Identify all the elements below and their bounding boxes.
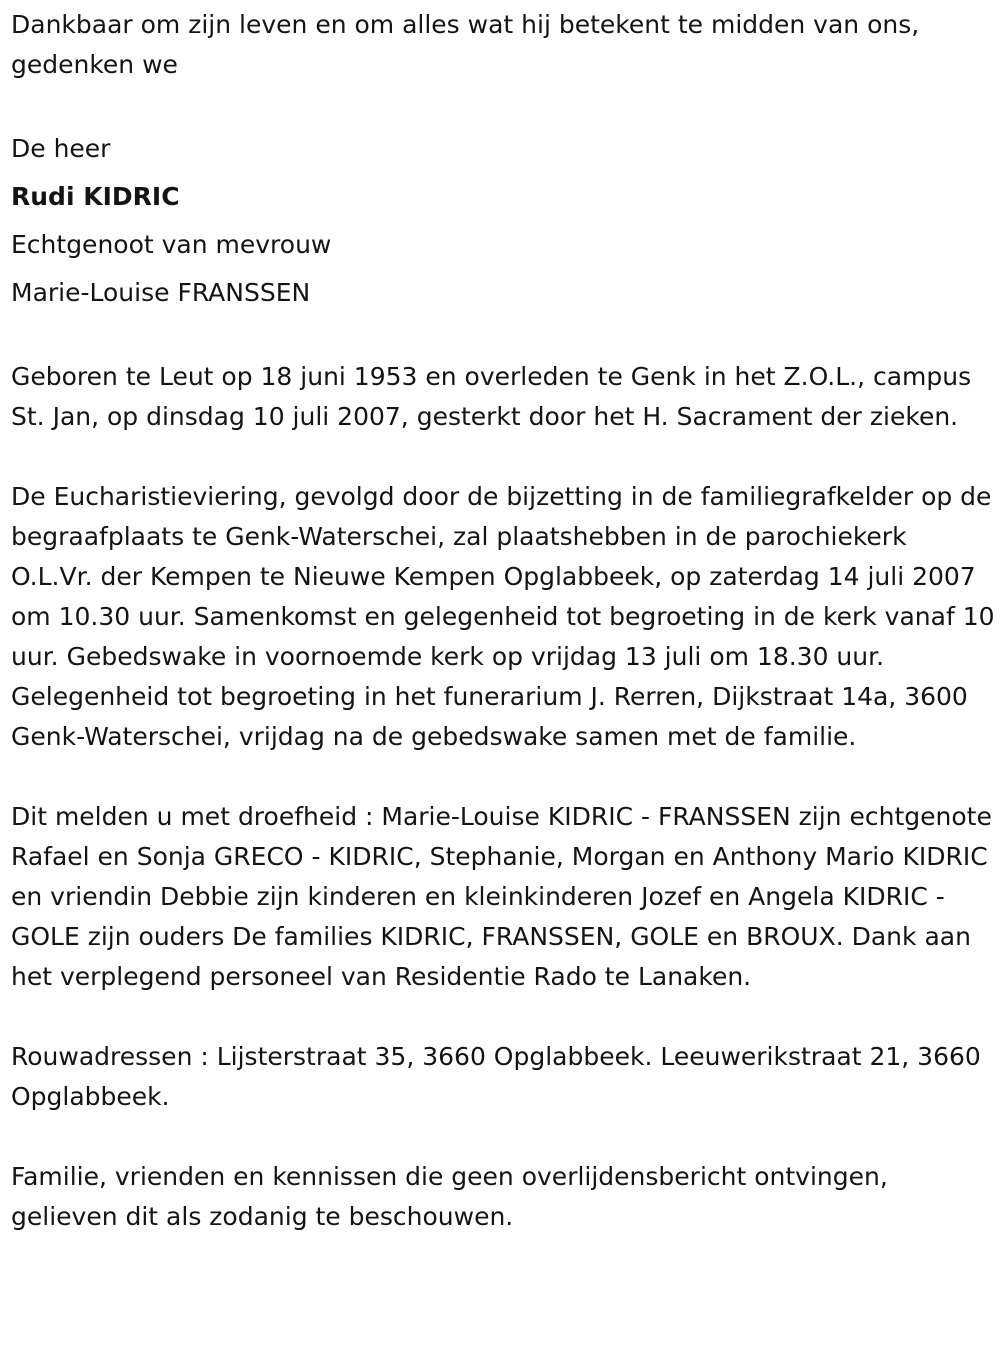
birth-death-text: Geboren te Leut op 18 juni 1953 en overleden te Genk in het Z.O.L., campus St. Jan, op dinsdag 10 juli 2007, gesterkt door het H. Sacrament der zieken. [11,362,972,431]
intro-text: Dankbaar om zijn leven en om alles wat hij betekent te midden van ons, gedenken we [11,10,920,79]
deceased-name: Rudi KIDRIC [11,182,180,211]
addresses-text: Rouwadressen : Lijsterstraat 35, 3660 Opglabbeek. Leeuwerikstraat 21, 3660 Opglabbeek. [11,1042,981,1111]
spacer [11,317,1000,357]
spacer [11,85,1000,125]
title-prefix: De heer [11,134,111,163]
closing-text: Familie, vrienden en kennissen die geen overlijdensbericht ontvingen, gelieven dit als zodanig te beschouwen. [11,1162,888,1231]
spacer [11,437,1000,477]
spacer [11,997,1000,1037]
spacer [11,757,1000,797]
spacer [11,1117,1000,1157]
spouse-name: Marie-Louise FRANSSEN [11,278,311,307]
family-text: Dit melden u met droefheid : Marie-Louise KIDRIC - FRANSSEN zijn echtgenote Rafael en Sonja GRECO - KIDRIC, Stephanie, Morgan en Anthony Mario KIDRIC en vriendin Debbie zijn kinderen en kleinkinderen Jozef en Angela KIDRIC - GOLE zijn ouders De families KIDRIC, FRANSSEN, GOLE en BROUX. Dank aan het verplegend personeel van Residentie Rado te Lanaken. [11,802,992,991]
spouse-label: Echtgenoot van mevrouw [11,230,332,259]
ceremony-text: De Eucharistieviering, gevolgd door de bijzetting in de familiegrafkelder op de begraafplaats te Genk-Waterschei, zal plaatshebben in de parochiekerk O.L.Vr. der Kempen te Nieuwe Kempen Opglabbeek, op zaterdag 14 juli 2007 om 10.30 uur. Samenkomst en gelegenheid tot begroeting in de kerk vanaf 10 uur. Gebedswake in voornoemde kerk op vrijdag 13 juli om 18.30 uur. Gelegenheid tot begroeting in het funerarium J. Rerren, Dijkstraat 14a, 3600 Genk-Waterschei, vrijdag na de gebedswake samen met de familie. [11,482,995,751]
